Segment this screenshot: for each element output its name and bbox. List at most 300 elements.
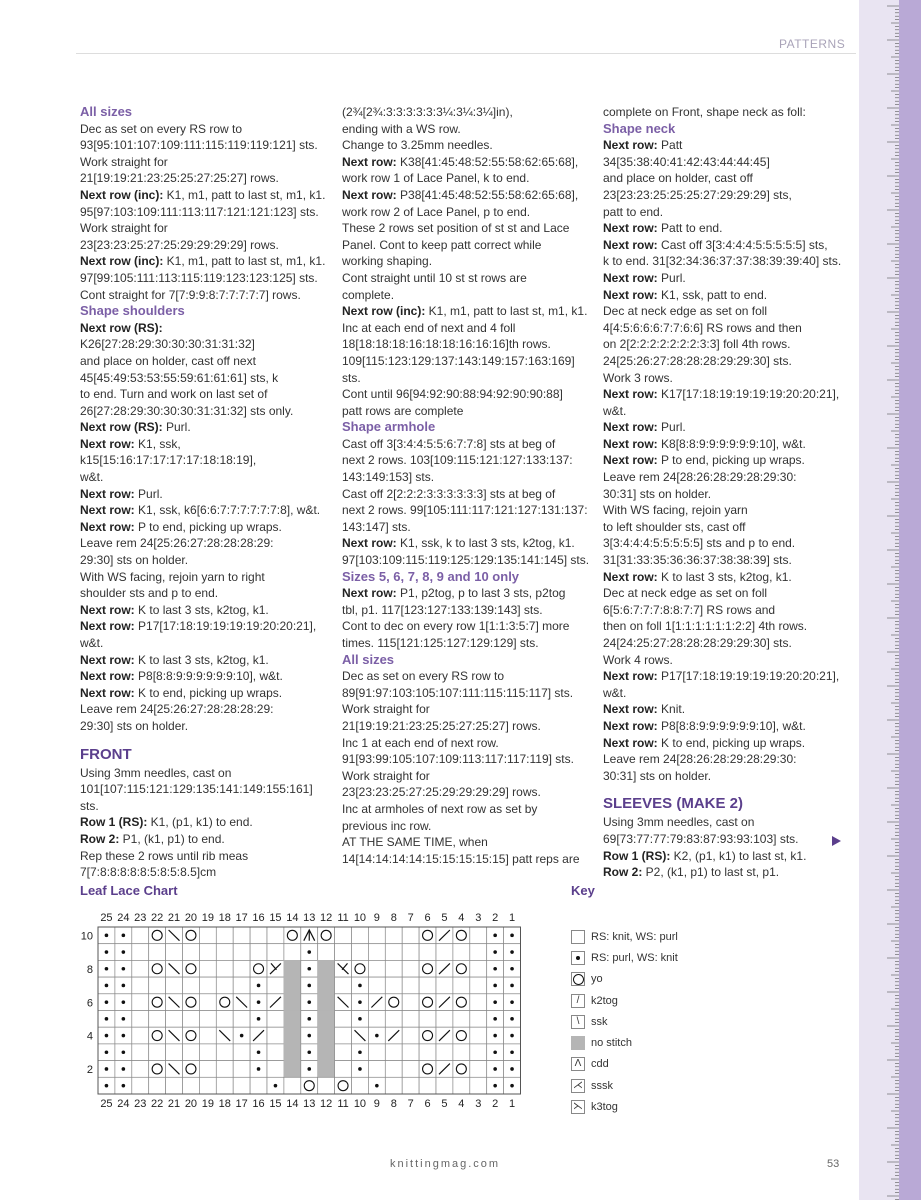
text-line: 34[35:38:40:41:42:43:44:44:45] xyxy=(603,154,770,169)
chart-cell xyxy=(284,944,301,961)
chart-cell xyxy=(132,994,149,1011)
instruction-row xyxy=(603,237,853,254)
chart-cell xyxy=(149,977,166,994)
chart-cell xyxy=(216,944,233,961)
chart-cell xyxy=(216,1061,233,1078)
chart-cell xyxy=(470,1044,487,1061)
col-number: 9 xyxy=(373,1098,380,1110)
purl-dot xyxy=(493,1034,497,1038)
chart-cell xyxy=(149,1011,166,1028)
purl-dot xyxy=(510,984,514,988)
key-item-k3tog xyxy=(571,1096,678,1117)
chart-cell xyxy=(183,977,200,994)
purl-dot xyxy=(105,1050,109,1054)
chart-cell xyxy=(453,927,470,944)
purl-dot xyxy=(358,1050,362,1054)
instruction-row xyxy=(603,668,853,701)
row-label: Next row: xyxy=(342,536,397,551)
col-number: 20 xyxy=(184,1098,198,1110)
chart-cell xyxy=(335,1044,352,1061)
instruction-row xyxy=(603,270,853,287)
key-label: RS: knit, WS: purl xyxy=(591,930,678,943)
purl-dot xyxy=(358,1067,362,1071)
subheading: All sizes xyxy=(342,651,395,667)
chart-cell xyxy=(402,927,419,944)
text-line: 45[45:49:53:53:55:59:61:61:61] sts, k xyxy=(80,370,279,385)
chart-cell xyxy=(183,1011,200,1028)
text-line: Work straight for xyxy=(80,154,168,169)
key-item-sssk xyxy=(571,1075,678,1096)
row-label: Next row: xyxy=(603,453,658,468)
col-number: 8 xyxy=(390,1098,397,1110)
row-label: Next row: xyxy=(342,154,397,169)
text-line: 109[115:123:129:137:143:149:157:163:169] sts. xyxy=(342,353,575,385)
instruction-row xyxy=(603,220,853,237)
chart-cell xyxy=(419,1077,436,1094)
col-number: 7 xyxy=(407,1098,414,1110)
row-text: P to end, picking up wraps. xyxy=(657,453,805,468)
chart-cell xyxy=(385,1011,402,1028)
col-number: 21 xyxy=(167,912,181,924)
chart-cell xyxy=(216,1011,233,1028)
text-line: Dec at neck edge as set on foll xyxy=(603,586,768,601)
chart-cell xyxy=(183,960,200,977)
ssk-icon: \ xyxy=(571,1015,585,1029)
chart-cell xyxy=(318,1027,335,1044)
instruction-row xyxy=(80,668,330,685)
col-number: 18 xyxy=(218,1098,231,1110)
chart-cell xyxy=(470,927,487,944)
chart-cell xyxy=(233,960,250,977)
row-number: 6 xyxy=(86,997,93,1010)
purl-dot xyxy=(122,967,126,971)
purl-dot xyxy=(493,1050,497,1054)
chart-cell xyxy=(250,944,267,961)
row-text: P1, p2tog, p to last 3 sts, p2tog xyxy=(396,586,566,601)
text-line: 29:30] sts on holder. xyxy=(80,718,189,733)
text-line: 24[24:25:27:28:28:28:29:29:30] sts. xyxy=(603,636,792,650)
row-text: K8[8:8:9:9:9:9:9:9:10], w&t. xyxy=(657,436,806,451)
purl-dot xyxy=(122,1050,126,1054)
purl-dot xyxy=(358,1000,362,1004)
col-number: 25 xyxy=(100,1098,113,1110)
col-number: 23 xyxy=(134,1098,147,1110)
text-line: complete on Front, shape neck as foll: xyxy=(603,105,806,119)
chart-cell xyxy=(183,994,200,1011)
text-line: 23[23:23:25:27:25:29:29:29:29] rows. xyxy=(342,785,541,800)
row-label: Next row: xyxy=(603,221,658,236)
text-line: Cont straight until 10 st st rows are xyxy=(342,270,527,285)
row-label: Next row: xyxy=(603,436,658,451)
row-text: Purl. xyxy=(134,486,163,501)
row-label: Next row: xyxy=(603,718,658,733)
chart-cell xyxy=(453,1027,470,1044)
instruction-row xyxy=(80,831,330,848)
purl-dot xyxy=(122,934,126,938)
chart-cell xyxy=(199,1061,216,1078)
col-number: 9 xyxy=(373,912,380,924)
text-line: 31[31:33:35:36:36:37:38:38:39] sts. xyxy=(603,553,792,568)
section-heading: SLEEVES (MAKE 2) xyxy=(603,795,744,813)
chart-cell xyxy=(419,960,436,977)
chart-cell xyxy=(183,1044,200,1061)
key-label: ssk xyxy=(591,1015,608,1028)
row-label: Next row (inc): xyxy=(80,254,164,269)
chart-cell xyxy=(470,1077,487,1094)
row-label: Next row (RS): xyxy=(80,420,163,435)
chart-cell xyxy=(368,927,385,944)
row-text: K to last 3 sts, k2tog, k1. xyxy=(134,652,269,667)
purl-dot xyxy=(122,1034,126,1038)
chart-cell xyxy=(149,994,166,1011)
row-text: K1, m1, patt to last st, m1, k1. xyxy=(425,304,588,319)
chart-cell xyxy=(453,1044,470,1061)
row-text: K to last 3 sts, k2tog, k1. xyxy=(657,569,792,584)
purl-dot xyxy=(122,1000,126,1004)
subheading: Shape neck xyxy=(603,120,676,136)
key-item-purl xyxy=(571,947,678,968)
row-label: Next row: xyxy=(603,138,658,153)
text-line: 6[5:6:7:7:7:8:8:7:7] RS rows and xyxy=(603,602,776,617)
row-number: 2 xyxy=(86,1064,93,1077)
chart-cell xyxy=(199,994,216,1011)
chart-cell xyxy=(385,927,402,944)
text-line: 14[14:14:14:14:15:15:15:15:15] patt reps are xyxy=(342,851,580,866)
chart-cell xyxy=(166,1044,183,1061)
instruction-row xyxy=(342,535,594,552)
text-line: work row 1 of Lace Panel, k to end. xyxy=(342,171,530,186)
col-number: 1 xyxy=(508,912,516,924)
chart-cell xyxy=(335,1027,352,1044)
chart-cell xyxy=(183,944,200,961)
col-number: 24 xyxy=(117,1098,130,1110)
row-text: P17[17:18:19:19:19:19:20:20:21], w&t. xyxy=(603,669,840,700)
row-label: Next row: xyxy=(80,652,135,667)
text-line: Dec as set on every RS row to xyxy=(80,121,243,136)
col-number: 8 xyxy=(390,912,397,924)
col-number: 11 xyxy=(337,912,349,924)
text-line: on 2[2:2:2:2:2:2:2:3:3] foll 4th rows. xyxy=(603,337,791,352)
purl-dot xyxy=(257,1067,261,1071)
chart-cell xyxy=(436,944,453,961)
chart-cell xyxy=(335,1061,352,1078)
purl-dot xyxy=(257,1000,261,1004)
chart-cell xyxy=(385,960,402,977)
row-label: Row 2: xyxy=(80,831,120,846)
text-line: 3[3:4:4:4:5:5:5:5:5] sts and p to end. xyxy=(603,536,796,551)
chart-cell xyxy=(132,1044,149,1061)
text-line: 23[23:23:25:25:25:27:29:29:29] sts, xyxy=(603,187,792,202)
chart-cell xyxy=(216,1044,233,1061)
chart-cell xyxy=(470,994,487,1011)
col-number: 18 xyxy=(218,912,231,924)
purl-dot xyxy=(307,967,311,971)
sssk-icon: ⋌ xyxy=(573,1079,583,1091)
text-line: Inc at each end of next and 4 foll xyxy=(342,320,516,335)
chart-cell xyxy=(216,994,233,1011)
row-text: Cast off 3[3:4:4:4:5:5:5:5:5] sts, xyxy=(657,237,828,252)
chart-cell xyxy=(216,927,233,944)
instruction-row xyxy=(603,419,853,436)
text-line: working shaping. xyxy=(342,254,433,269)
row-text: K to end, picking up wraps. xyxy=(134,685,283,700)
instruction-row xyxy=(80,253,330,270)
row-text: K1, ssk, patt to end. xyxy=(657,287,768,302)
column-1 xyxy=(80,104,330,881)
purl-dot xyxy=(375,1084,379,1088)
purl-dot xyxy=(307,1000,311,1004)
chart-cell xyxy=(436,1044,453,1061)
instruction-row xyxy=(342,303,594,320)
row-text: Purl. xyxy=(657,420,686,435)
text-line: (2¾[2¾:3:3:3:3:3:3¼:3¼:3¼]in), xyxy=(342,105,513,119)
chart-cell xyxy=(335,927,352,944)
col-number: 16 xyxy=(252,912,265,924)
col-number: 16 xyxy=(252,1098,265,1110)
chart-cell xyxy=(233,1044,250,1061)
purl-dot xyxy=(105,1000,109,1004)
k3tog-icon: ⋋ xyxy=(573,1101,583,1113)
purl-dot xyxy=(493,934,497,938)
text-line: Using 3mm needles, cast on xyxy=(603,815,755,830)
col-number: 15 xyxy=(269,1098,282,1110)
col-number: 6 xyxy=(424,912,431,924)
subheading: Sizes 5, 6, 7, 8, 9 and 10 only xyxy=(342,568,520,584)
text-line: work row 2 of Lace Panel, p to end. xyxy=(342,204,531,219)
text-line: Cont straight for 7[7:9:9:8:7:7:7:7:7] rows. xyxy=(80,287,301,302)
key-item-yo xyxy=(571,969,678,990)
chart-cell xyxy=(453,977,470,994)
chart-cell xyxy=(149,1061,166,1078)
chart-cell xyxy=(183,1061,200,1078)
chart-cell xyxy=(419,977,436,994)
text-line: to end. Turn and work on last set of xyxy=(80,387,268,402)
chart-cell xyxy=(132,927,149,944)
purl-dot xyxy=(105,1034,109,1038)
text-line: w&t. xyxy=(80,470,104,485)
chart-cell xyxy=(318,927,335,944)
footer-site: knittingmag.com xyxy=(390,1158,501,1170)
text-line: Leave rem 24[25:26:27:28:28:28:29: xyxy=(80,702,274,717)
text-line: Dec as set on every RS row to xyxy=(342,669,505,684)
purl-icon xyxy=(571,951,585,965)
key-label: k2tog xyxy=(591,994,618,1007)
row-label: Next row: xyxy=(603,387,658,402)
chart-cell xyxy=(402,994,419,1011)
text-line: 21[19:19:21:23:25:25:27:25:27] rows. xyxy=(80,171,279,186)
text-line: next 2 rows. 99[105:111:117:121:127:131:137: xyxy=(342,503,588,518)
chart-cell xyxy=(284,1077,301,1094)
section-heading: FRONT xyxy=(80,745,132,763)
ruler xyxy=(859,0,921,1200)
chart-cell xyxy=(132,1011,149,1028)
row-label: Next row: xyxy=(603,420,658,435)
row-text: K1, m1, patt to last st, m1, k1. xyxy=(163,254,326,269)
row-label: Next row: xyxy=(80,436,135,451)
chart-cell xyxy=(335,1011,352,1028)
col-number: 24 xyxy=(117,912,130,924)
row-label: Next row: xyxy=(80,486,135,501)
purl-dot xyxy=(105,1067,109,1071)
chart-cell xyxy=(284,1011,301,1028)
row-label: Next row: xyxy=(603,237,658,252)
text-line: Leave rem 24[25:26:27:28:28:28:29: xyxy=(80,536,274,551)
chart-cell xyxy=(132,960,149,977)
purl-dot xyxy=(307,1017,311,1021)
chart-cell xyxy=(199,1044,216,1061)
col-number: 2 xyxy=(492,1098,499,1110)
instruction-row xyxy=(342,187,594,204)
col-number: 2 xyxy=(492,912,499,924)
key-title: Key xyxy=(571,883,595,898)
text-line: 29:30] sts on holder. xyxy=(80,553,189,568)
col-number: 14 xyxy=(286,1098,299,1110)
chart-cell xyxy=(318,1044,335,1061)
row-number: 8 xyxy=(86,963,93,976)
row-label: Next row (inc): xyxy=(80,187,164,202)
text-line: Cast off 3[3:4:4:5:5:6:7:7:8] sts at beg of xyxy=(342,436,556,451)
header-rule xyxy=(76,53,856,54)
row-number: 4 xyxy=(86,1030,93,1043)
chart-cell xyxy=(132,944,149,961)
chart-cell xyxy=(402,1044,419,1061)
text-line: 30:31] sts on holder. xyxy=(603,768,712,783)
chart-cell xyxy=(436,977,453,994)
row-text: K1, ssk, k15[15:16:17:17:17:17:18:18:19], xyxy=(80,436,257,468)
instruction-row xyxy=(603,718,853,735)
chart-cell xyxy=(284,977,301,994)
row-label: Next row: xyxy=(603,270,658,285)
row-text: K1, (p1, k1) to end. xyxy=(147,815,253,830)
row-label: Next row: xyxy=(603,735,658,750)
text-line: Work straight for xyxy=(342,768,430,783)
text-line: 91[93:99:105:107:109:113:117:117:119] sts. xyxy=(342,752,574,767)
col-number: 14 xyxy=(286,912,299,924)
instruction-row xyxy=(603,735,853,752)
chart-cell xyxy=(301,1077,318,1094)
purl-dot xyxy=(358,984,362,988)
text-line: Work straight for xyxy=(342,702,430,717)
text-line: Inc 1 at each end of next row. xyxy=(342,735,499,750)
text-line: 95[97:103:109:111:113:117:121:121:123] sts. xyxy=(80,204,319,219)
key-item-k2tog xyxy=(571,990,678,1011)
text-line: shoulder sts and p to end. xyxy=(80,586,219,601)
row-label: Next row: xyxy=(80,519,135,534)
row-text: P to end, picking up wraps. xyxy=(134,519,282,534)
purl-dot xyxy=(105,950,109,954)
chart-cell xyxy=(385,944,402,961)
row-label: Next row: xyxy=(80,602,135,617)
text-line: and place on holder, cast off xyxy=(603,171,753,186)
chart-cell xyxy=(233,1011,250,1028)
chart-cell xyxy=(453,960,470,977)
text-line: Work 3 rows. xyxy=(603,370,673,385)
col-number: 10 xyxy=(353,912,367,924)
no-stitch-icon xyxy=(571,1036,585,1050)
chart-cell xyxy=(385,994,402,1011)
purl-dot xyxy=(240,1034,244,1038)
text-line: k to end. 31[32:34:36:37:37:38:39:39:40] sts. xyxy=(603,254,842,269)
chart-cell xyxy=(132,977,149,994)
chart-cell xyxy=(166,1011,183,1028)
purl-dot xyxy=(510,1000,514,1004)
chart-cell xyxy=(470,977,487,994)
chart-cell xyxy=(368,1061,385,1078)
col-number: 20 xyxy=(184,912,198,924)
col-number: 22 xyxy=(151,1098,164,1110)
chart-cell xyxy=(318,1061,335,1078)
text-line: tbl, p1. 117[123:127:133:139:143] sts. xyxy=(342,602,543,617)
row-text: K38[41:45:48:52:55:58:62:65:68], xyxy=(396,154,579,169)
chart-cell xyxy=(284,1044,301,1061)
chart-cell xyxy=(470,960,487,977)
text-line: 4[4:5:6:6:6:7:7:6:6] RS rows and then xyxy=(603,320,802,335)
purl-dot xyxy=(307,1034,311,1038)
purl-dot xyxy=(307,950,311,954)
col-number: 11 xyxy=(337,1098,349,1110)
subheading: All sizes xyxy=(80,104,133,119)
row-text: K to last 3 sts, k2tog, k1. xyxy=(134,602,269,617)
text-line: ending with a WS row. xyxy=(342,121,461,136)
text-line: Rep these 2 rows until rib meas xyxy=(80,848,249,863)
column-3 xyxy=(603,104,853,881)
column-2 xyxy=(342,104,594,867)
chart-cell xyxy=(368,1044,385,1061)
chart-cell xyxy=(402,1061,419,1078)
chart-cell xyxy=(149,1027,166,1044)
purl-dot xyxy=(375,1034,379,1038)
row-label: Next row: xyxy=(603,569,658,584)
chart-cell xyxy=(419,994,436,1011)
text-line: complete. xyxy=(342,287,395,302)
row-text: P8[8:8:9:9:9:9:9:9:10], w&t. xyxy=(134,669,283,684)
row-text: Patt to end. xyxy=(657,221,723,236)
purl-dot xyxy=(257,984,261,988)
chart-cell xyxy=(453,994,470,1011)
chart-cell xyxy=(470,1011,487,1028)
text-line: 143:147] sts. xyxy=(342,519,411,534)
text-line: K26[27:28:29:30:30:30:31:31:32] xyxy=(80,337,255,352)
key-label: sssk xyxy=(591,1079,613,1092)
chart-cell xyxy=(267,1027,284,1044)
chart-cell xyxy=(453,944,470,961)
chart-cell xyxy=(267,1044,284,1061)
chart-cell xyxy=(199,944,216,961)
row-label: Next row: xyxy=(80,619,135,634)
row-text: P1, (k1, p1) to end. xyxy=(119,831,225,846)
col-number: 19 xyxy=(201,1098,214,1110)
purl-dot xyxy=(122,1017,126,1021)
purl-dot xyxy=(510,1050,514,1054)
key-item-cdd xyxy=(571,1054,678,1075)
chart-cell xyxy=(335,1077,352,1094)
col-number: 4 xyxy=(458,1098,465,1110)
purl-dot xyxy=(493,950,497,954)
instruction-row xyxy=(603,701,853,718)
chart-cell xyxy=(284,994,301,1011)
chart-cell xyxy=(318,977,335,994)
key-item-ssk xyxy=(571,1011,678,1032)
chart-cell xyxy=(149,1044,166,1061)
chart-cell xyxy=(267,977,284,994)
row-text: P2, (k1, p1) to last st, p1. xyxy=(642,865,780,880)
instruction-row xyxy=(80,618,330,635)
purl-dot xyxy=(274,1084,278,1088)
text-line: 97[99:105:111:113:115:119:123:123:125] sts. xyxy=(80,270,318,285)
purl-dot xyxy=(122,1084,126,1088)
col-number: 1 xyxy=(508,1098,516,1110)
chart-cell xyxy=(368,977,385,994)
